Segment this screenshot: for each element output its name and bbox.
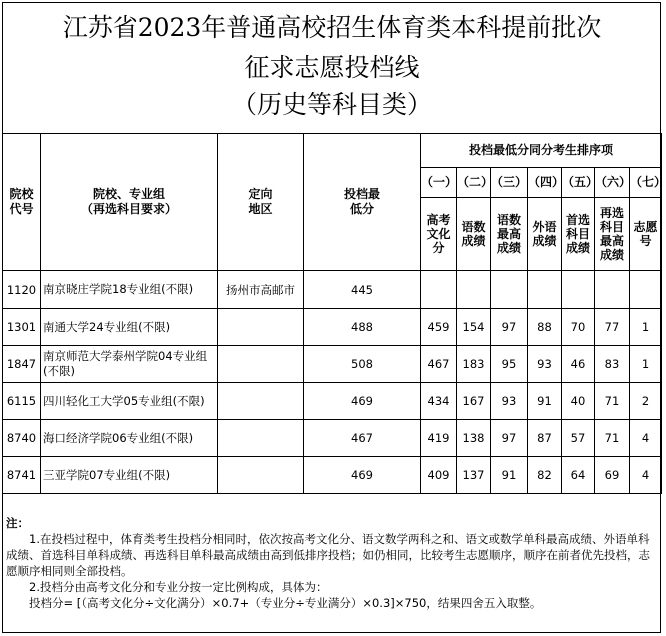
cell-v2 <box>457 271 491 309</box>
cell-code: 1301 <box>3 309 41 346</box>
cell-score: 488 <box>304 309 421 346</box>
cell-v2: 167 <box>457 383 491 420</box>
header-min-score: 投档最低分 <box>304 134 421 271</box>
note-1: 1.在投档过程中，体育类考生投档分相同时，依次按高考文化分、语文数学两科之和、语文或数学单科最高成绩、外语单科成绩、首选科目单科成绩、再选科目单科最高成绩由高到低排序投档；如仍相同，比较考生志愿顺序，顺序在前者优先投档，志愿顺序相同则全部投档。 <box>6 532 650 578</box>
header-item-num: （六） <box>595 168 630 198</box>
header-item-num: （四） <box>528 168 562 198</box>
table-row <box>3 383 662 420</box>
cell-v6: 69 <box>595 457 630 494</box>
cell-v4: 88 <box>528 309 562 346</box>
cell-v3: 97 <box>491 309 528 346</box>
cell-v7: 1 <box>630 309 662 346</box>
title-line-3: （历史等科目类） <box>231 90 432 119</box>
note-2: 2.投档分由高考文化分和专业分按一定比例构成，具体为： <box>6 580 328 594</box>
cell-v3: 91 <box>491 457 528 494</box>
cell-v7: 1 <box>630 346 662 383</box>
header-item-label: 语数最高成绩 <box>491 198 528 271</box>
cell-v3: 95 <box>491 346 528 383</box>
cell-code: 1120 <box>3 271 41 309</box>
cell-region <box>218 420 304 457</box>
header-item-label: 志愿号 <box>630 198 662 271</box>
title-line-2: 征求志愿投档线 <box>244 53 420 82</box>
cell-v7 <box>630 271 662 309</box>
cell-region <box>218 309 304 346</box>
cell-v5: 46 <box>562 346 595 383</box>
header-item-num: （五） <box>562 168 595 198</box>
cell-v2: 154 <box>457 309 491 346</box>
cell-region <box>218 346 304 383</box>
table-row <box>3 271 662 309</box>
header-item-label: 首选科目成绩 <box>562 198 595 271</box>
cell-v5 <box>562 271 595 309</box>
cell-region <box>218 457 304 494</box>
cell-v1 <box>421 271 457 309</box>
cell-v3: 97 <box>491 420 528 457</box>
cell-v5: 70 <box>562 309 595 346</box>
cell-score: 469 <box>304 457 421 494</box>
cell-v6: 77 <box>595 309 630 346</box>
cell-group: 三亚学院07专业组(不限) <box>41 457 218 494</box>
cell-v4: 87 <box>528 420 562 457</box>
admission-table <box>2 133 666 494</box>
note-3: 投档分= [（高考文化分÷文化满分）×0.7+（专业分÷专业满分）×0.3]×750，结果四舍五入取整。 <box>6 596 542 610</box>
cell-v1: 409 <box>421 457 457 494</box>
cell-code: 6115 <box>3 383 41 420</box>
cell-v2: 138 <box>457 420 491 457</box>
cell-group: 南京晓庄学院18专业组(不限) <box>41 271 218 309</box>
header-item-label: 再选科目最高成绩 <box>595 198 630 271</box>
table-row <box>3 346 662 383</box>
header-item-num: （一） <box>421 168 457 198</box>
cell-v6: 71 <box>595 420 630 457</box>
cell-v5: 57 <box>562 420 595 457</box>
cell-v1: 434 <box>421 383 457 420</box>
header-item-num: （七） <box>630 168 662 198</box>
cell-v6 <box>595 271 630 309</box>
cell-v1: 467 <box>421 346 457 383</box>
cell-v2: 137 <box>457 457 491 494</box>
cell-region <box>218 383 304 420</box>
header-group: 院校、专业组 （再选科目要求） <box>41 134 218 271</box>
cell-group: 南京师范大学泰州学院04专业组(不限) <box>41 346 218 383</box>
cell-v4: 93 <box>528 346 562 383</box>
header-code: 院校代号 <box>3 134 41 271</box>
cell-group: 海口经济学院06专业组(不限) <box>41 420 218 457</box>
cell-region: 扬州市高邮市 <box>218 271 304 309</box>
notes-label: 注： <box>6 516 29 530</box>
cell-v3: 93 <box>491 383 528 420</box>
cell-score: 469 <box>304 383 421 420</box>
title-line-1: 江苏省2023年普通高校招生体育类本科提前批次 <box>62 13 602 42</box>
cell-v7: 2 <box>630 383 662 420</box>
header-item-label: 高考文化分 <box>421 198 457 271</box>
cell-code: 8741 <box>3 457 41 494</box>
table-row <box>3 420 662 457</box>
table-row <box>3 457 662 494</box>
notes-section <box>6 515 658 611</box>
cell-v5: 64 <box>562 457 595 494</box>
cell-code: 8740 <box>3 420 41 457</box>
cell-v2: 183 <box>457 346 491 383</box>
cell-v1: 419 <box>421 420 457 457</box>
header-ranking: 投档最低分同分考生排序项 <box>421 134 662 168</box>
cell-v1: 459 <box>421 309 457 346</box>
cell-v6: 71 <box>595 383 630 420</box>
cell-score: 508 <box>304 346 421 383</box>
cell-score: 445 <box>304 271 421 309</box>
cell-v7: 4 <box>630 457 662 494</box>
header-item-num: （三） <box>491 168 528 198</box>
header-item-label: 外语成绩 <box>528 198 562 271</box>
cell-score: 467 <box>304 420 421 457</box>
cell-v7: 4 <box>630 420 662 457</box>
cell-v4: 82 <box>528 457 562 494</box>
cell-group: 南通大学24专业组(不限) <box>41 309 218 346</box>
cell-v3 <box>491 271 528 309</box>
header-item-label: 语数成绩 <box>457 198 491 271</box>
cell-v5: 40 <box>562 383 595 420</box>
cell-v4: 91 <box>528 383 562 420</box>
cell-group: 四川轻化工大学05专业组(不限) <box>41 383 218 420</box>
header-region: 定向地区 <box>218 134 304 271</box>
table-row <box>3 309 662 346</box>
cell-v6: 83 <box>595 346 630 383</box>
header-item-num: （二） <box>457 168 491 198</box>
cell-v4 <box>528 271 562 309</box>
cell-code: 1847 <box>3 346 41 383</box>
